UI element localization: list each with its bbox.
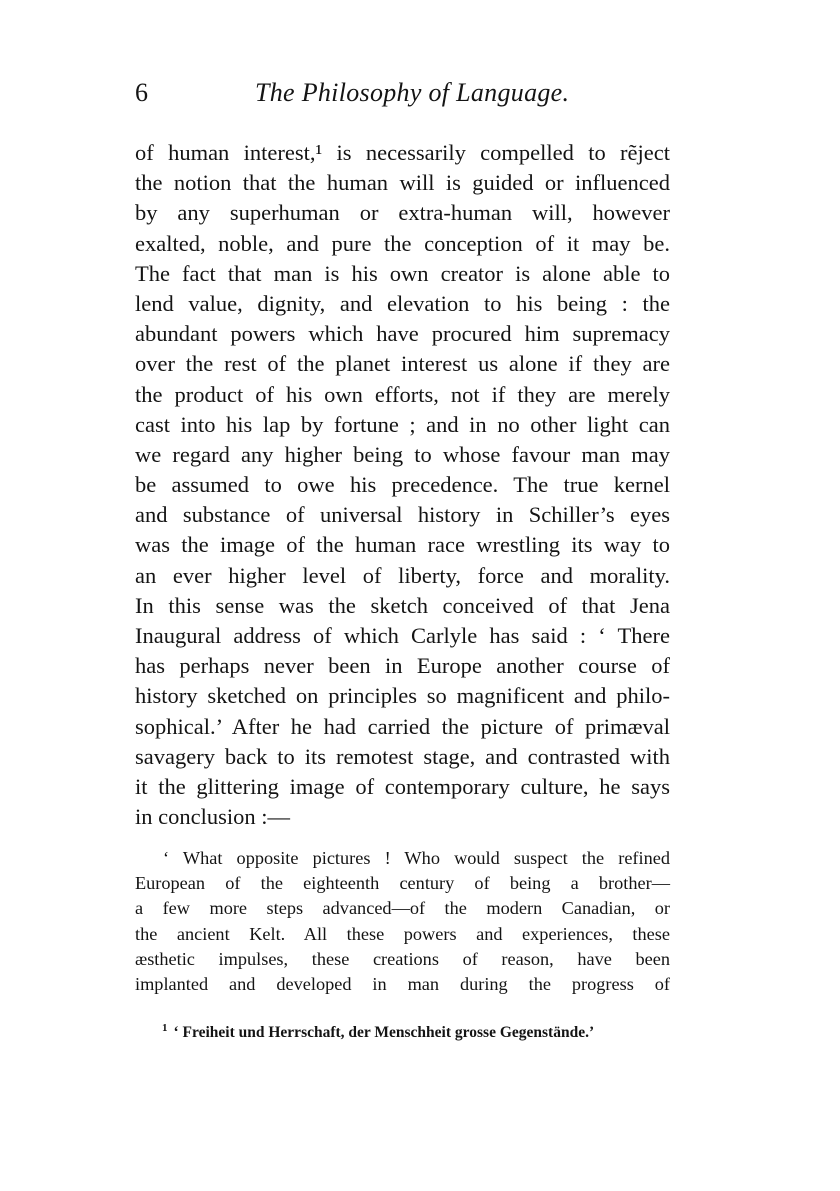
text-line: the notion that the human will is guided or influenced [135,170,670,196]
text-line: sophical.’ After he had carried the picture of primæval [135,713,670,739]
text-line: by any superhuman or extra-human will, however [135,200,670,226]
text-line: Inaugural address of which Carlyle has said : ‘ There [135,623,670,648]
text-line: The fact that man is his own creator is alone able to [135,260,670,286]
text-line: it the glittering image of contemporary culture, he says [135,773,670,799]
page-header [135,78,670,118]
footnote-text: ‘ Freiheit und Herrschaft, der Menschheit grosse Gegenstände.’ [173,1024,595,1042]
text-line: lend value, dignity, and elevation to his being : the [135,290,670,316]
text-line: an ever higher level of liberty, force and morality. [135,562,670,588]
text-line: savagery back to its remotest stage, and contrasted with [135,743,670,769]
text-line: history sketched on principles so magnificent and philo- [135,683,670,709]
body-text [135,138,670,832]
text-line: we regard any higher being to whose favour man may [135,441,670,467]
footnote [162,1022,594,1042]
text-line: and substance of universal history in Schiller’s eyes [135,502,670,528]
text-line: was the image of the human race wrestling its way to [135,532,670,558]
text-line: over the rest of the planet interest us alone if they are [135,351,670,377]
quote-line: a few more steps advanced—of the modern Canadian, or [135,898,670,919]
quote-line: the ancient Kelt. All these powers and experiences, these [135,923,670,944]
quote-line: European of the eighteenth century of being a brother— [135,873,670,894]
text-line: has perhaps never been in Europe another course of [135,653,670,679]
text-line: the product of his own efforts, not if they are merely [135,381,670,407]
quote-line: implanted and developed in man during the progress of [135,973,670,994]
text-line: In this sense was the sketch conceived of that Jena [135,592,670,618]
page-number: 6 [135,78,148,107]
running-title: The Philosophy of Language. [255,78,570,107]
text-line: be assumed to owe his precedence. The true kernel [135,472,670,498]
block-quote [135,846,670,997]
quote-line: æsthetic impulses, these creations of reason, have been [135,948,670,969]
footnote-marker: 1 [162,1022,168,1034]
text-line: exalted, noble, and pure the conception of it may be. [135,230,670,256]
quote-line: ‘ What opposite pictures ! Who would suspect the refined [163,848,670,868]
text-line: cast into his lap by fortune ; and in no other light can [135,411,670,437]
text-line: in conclusion :— [135,804,290,830]
text-line: abundant powers which have procured him supremacy [135,321,670,347]
text-line: of human interest,¹ is necessarily compelled to rẽject [135,140,670,165]
